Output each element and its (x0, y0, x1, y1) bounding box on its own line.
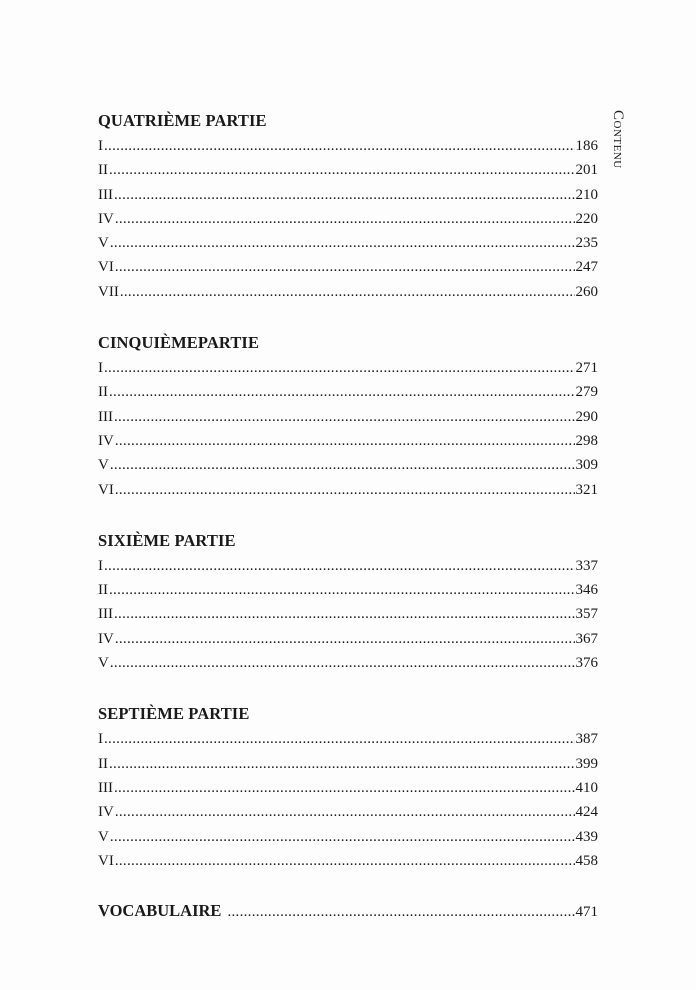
page-number: 367 (575, 630, 598, 647)
table-of-contents (98, 108, 598, 949)
leader-dots (110, 825, 575, 849)
page-number: 279 (575, 384, 598, 401)
toc-section (98, 701, 598, 873)
toc-entry[interactable] (98, 255, 598, 279)
toc-entry[interactable] (98, 207, 598, 231)
toc-entry[interactable] (98, 554, 598, 578)
leader-dots (109, 158, 575, 182)
leader-dots (115, 800, 575, 824)
chapter-number: II (98, 384, 108, 401)
toc-entry[interactable] (98, 478, 598, 502)
page-number: 357 (575, 606, 598, 623)
toc-section-final (98, 899, 598, 923)
toc-entry[interactable] (98, 405, 598, 429)
leader-dots (227, 900, 574, 924)
chapter-number: V (98, 828, 109, 845)
leader-dots (110, 231, 575, 255)
toc-section (98, 330, 598, 502)
chapter-number: V (98, 655, 109, 672)
toc-entry[interactable] (98, 183, 598, 207)
toc-entry[interactable] (98, 134, 598, 158)
toc-entry-vocabulaire[interactable] (98, 899, 598, 923)
leader-dots (110, 651, 575, 675)
toc-entry[interactable] (98, 380, 598, 404)
toc-entry[interactable] (98, 231, 598, 255)
toc-entry[interactable] (98, 578, 598, 602)
page-number: 346 (575, 582, 598, 599)
toc-entry[interactable] (98, 651, 598, 675)
chapter-number: III (98, 606, 113, 623)
chapter-number: II (98, 162, 108, 179)
page-number: 186 (575, 138, 598, 154)
page-number: 439 (575, 828, 598, 845)
chapter-number: II (98, 582, 108, 599)
leader-dots (104, 356, 575, 380)
page-number: 210 (575, 186, 598, 203)
leader-dots (115, 255, 575, 279)
leader-dots (109, 752, 575, 776)
toc-entry[interactable] (98, 752, 598, 776)
leader-dots (115, 478, 575, 502)
leader-dots (115, 627, 575, 651)
page-number: 337 (575, 557, 598, 574)
chapter-number: II (98, 755, 108, 772)
toc-entry[interactable] (98, 627, 598, 651)
toc-entry[interactable] (98, 825, 598, 849)
page-number: 298 (575, 432, 598, 449)
chapter-number: IV (98, 432, 114, 449)
leader-dots (115, 849, 575, 873)
page-number: 201 (575, 162, 598, 179)
toc-entry[interactable] (98, 453, 598, 477)
section-title: SEPTIÈME PARTIE (98, 704, 250, 724)
chapter-number: V (98, 235, 109, 252)
chapter-number: IV (98, 804, 114, 821)
section-title: SIXIÈME PARTIE (98, 530, 236, 550)
leader-dots (114, 405, 575, 429)
toc-entry[interactable] (98, 849, 598, 873)
leader-dots (114, 602, 575, 626)
leader-dots (110, 453, 575, 477)
leader-dots (104, 554, 575, 578)
chapter-number: I (98, 138, 103, 154)
chapter-number: I (98, 360, 103, 377)
toc-entry[interactable] (98, 800, 598, 824)
page-number: 376 (575, 655, 598, 672)
leader-dots (109, 380, 575, 404)
page-number: 290 (575, 408, 598, 425)
toc-entry[interactable] (98, 602, 598, 626)
page-number: 321 (575, 481, 598, 498)
toc-section (98, 108, 598, 304)
section-title: QUATRIÈME PARTIE (98, 111, 267, 130)
page-number: 247 (575, 259, 598, 276)
page-number: 271 (575, 360, 598, 377)
toc-entry[interactable] (98, 280, 598, 304)
chapter-number: IV (98, 630, 114, 647)
chapter-number: I (98, 557, 103, 574)
chapter-number: IV (98, 210, 114, 227)
chapter-number: VI (98, 852, 114, 869)
vocabulaire-label: VOCABULAIRE (98, 901, 222, 921)
leader-dots (114, 776, 575, 800)
chapter-number: VI (98, 481, 114, 498)
chapter-number: VI (98, 259, 114, 276)
leader-dots (115, 207, 575, 231)
leader-dots (104, 727, 575, 751)
toc-entry[interactable] (98, 776, 598, 800)
page-number: 235 (575, 235, 598, 252)
toc-entry[interactable] (98, 356, 598, 380)
leader-dots (104, 134, 575, 158)
page-number: 387 (575, 731, 598, 748)
leader-dots (109, 578, 575, 602)
page-number: 424 (575, 804, 598, 821)
toc-entry[interactable] (98, 727, 598, 751)
leader-dots (120, 280, 575, 304)
section-title: CINQUIÈMEPARTIE (98, 333, 260, 353)
page-number: 399 (575, 755, 598, 772)
page-number: 220 (575, 210, 598, 227)
toc-entry[interactable] (98, 429, 598, 453)
chapter-number: VII (98, 283, 119, 300)
leader-dots (114, 183, 575, 207)
toc-entry[interactable] (98, 158, 598, 182)
running-head: Contenu (610, 110, 626, 169)
chapter-number: V (98, 457, 109, 474)
chapter-number: III (98, 779, 113, 796)
chapter-number: III (98, 408, 113, 425)
page-number: 410 (575, 779, 598, 796)
chapter-number: I (98, 731, 103, 748)
chapter-number: III (98, 186, 113, 203)
leader-dots (115, 429, 575, 453)
toc-section (98, 528, 598, 675)
page-number: 309 (575, 457, 598, 474)
page-number: 260 (575, 283, 598, 300)
page-number: 471 (575, 904, 598, 921)
page-number: 458 (575, 852, 598, 869)
